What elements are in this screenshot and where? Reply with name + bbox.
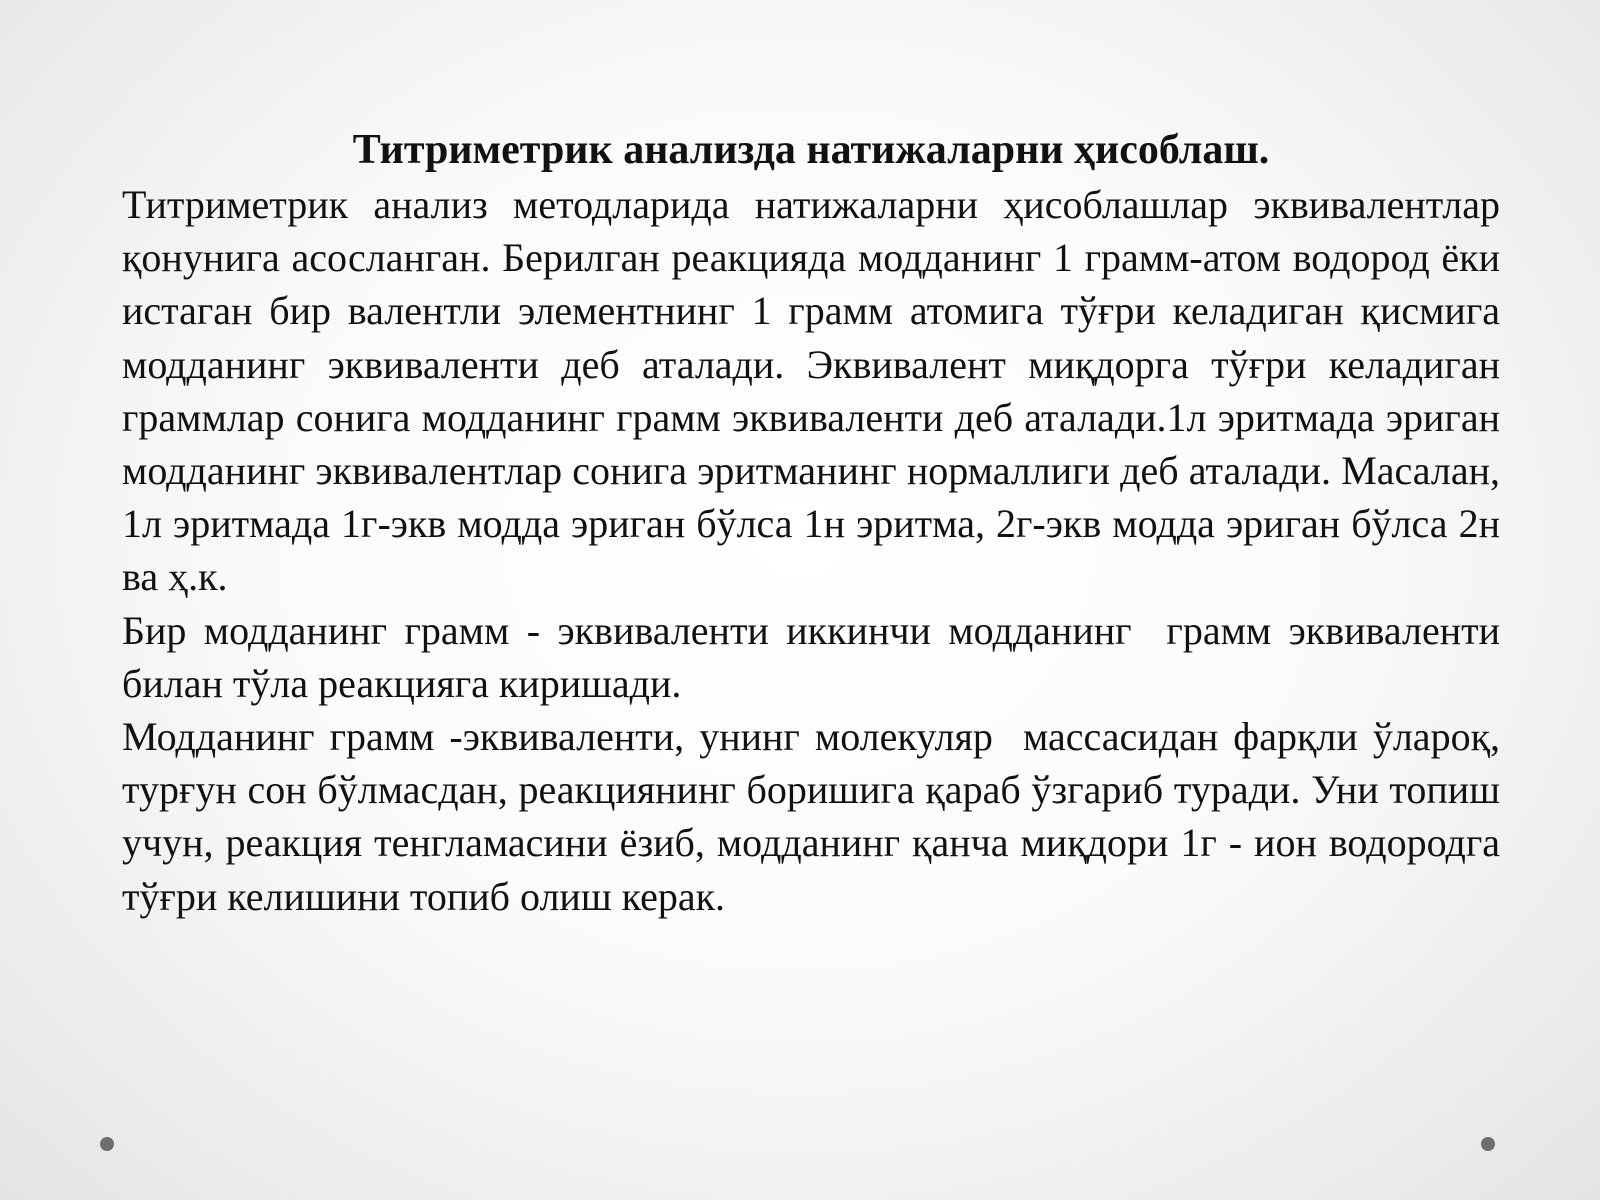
paragraph-1: Титриметрик анализ методларида натижаларни ҳисоблашлар эквивалентлар қонунига асосланган. Берилган реакцияда модданинг 1 грамм-атом водород ёки истаган бир валентли элементнинг 1 грамм атомига тўғри келадиган қисмига модданинг эквиваленти деб аталади. Эквивалент миқдорга тўғри келадиган граммлар сонига модданинг грамм эквиваленти деб аталади.1л эритмада эриган модданинг эквивалентлар сонига эритманинг нормаллиги деб аталади. Масалан, 1л эритмада 1г-экв модда эриган бўлса 1н эритма, 2г-экв модда эриган бўлса 2н ва ҳ.к. — [122, 182, 1510, 600]
paragraph-2: Бир модданинг грамм - эквиваленти иккинчи модданинг грамм эквиваленти билан тўла реакцияга киришади. — [122, 607, 1510, 706]
slide-title: Титриметрик анализда натижаларни ҳисоблаш. — [352, 127, 1270, 173]
decorative-dot-right — [1481, 1137, 1495, 1151]
decorative-dot-left — [100, 1137, 114, 1151]
slide-body — [122, 178, 1510, 923]
paragraph-3: Модданинг грамм -эквиваленти, унинг молекуляр массасидан фарқли ўлароқ, турғун сон бўлмасдан, реакциянинг боришига қараб ўзгариб туради. Уни топиш учун, реакция тенгламасини ёзиб, модданинг қанча миқдори 1г - ион водородга тўғри келишини топиб олиш керак. — [122, 714, 1510, 919]
